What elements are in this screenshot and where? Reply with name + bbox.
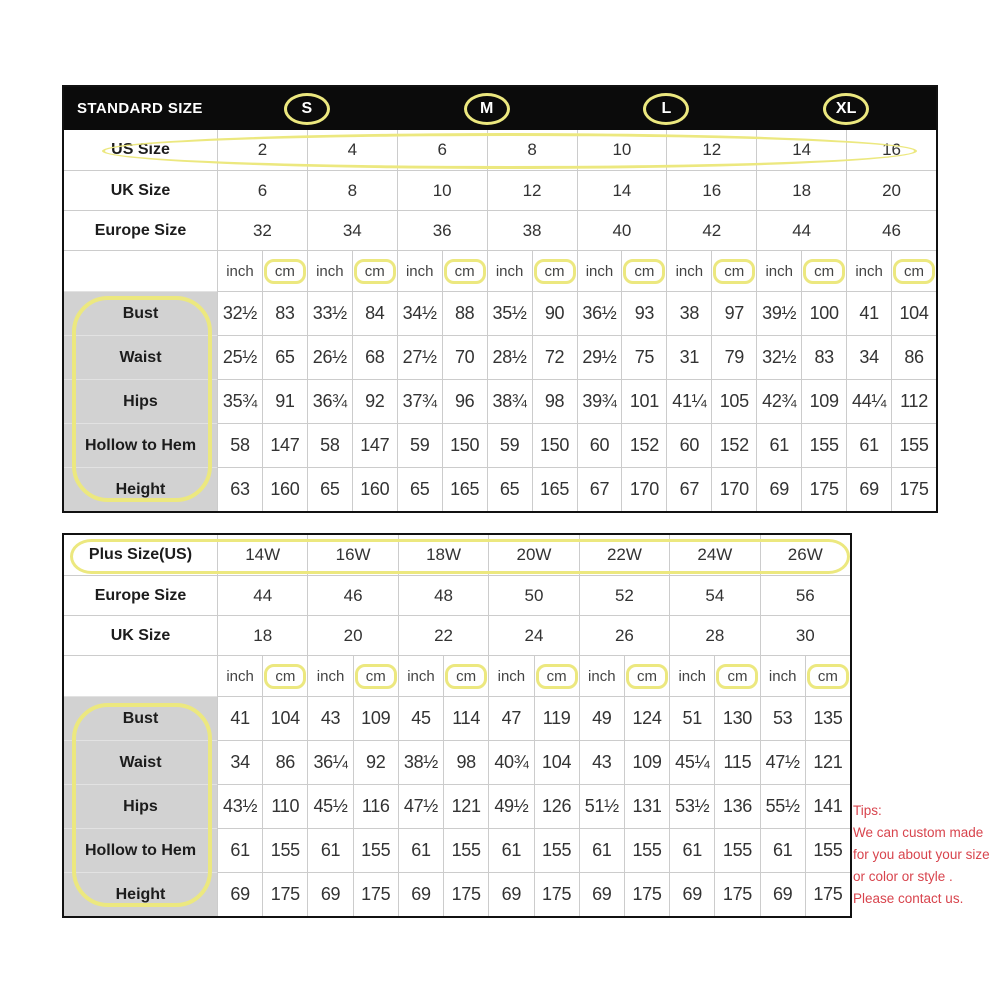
measure-value: 45 [398,696,443,740]
measure-value: 150 [532,423,577,467]
unit-cm-cell [711,250,756,291]
size-value: 18 [217,615,307,655]
cm-highlight-box: cm [534,259,576,284]
measure-label: Bust [64,291,217,335]
measure-value: 41 [846,291,891,335]
size-value: 56 [760,575,850,615]
cm-highlight-box: cm [264,259,306,284]
measure-value: 29½ [577,335,622,379]
size-value: 36 [397,210,487,250]
measure-value: 67 [577,467,622,511]
size-value: 46 [307,575,397,615]
measure-value: 69 [669,872,714,916]
measure-value: 90 [532,291,577,335]
unit-inch-header: inch [398,655,443,696]
measure-value: 155 [353,828,398,872]
unit-cm-cell [352,250,397,291]
standard-size-title: STANDARD SIZE [77,100,203,117]
unit-cm-cell [262,655,307,696]
measure-value: 37¾ [397,379,442,423]
plus-size-table [62,533,852,918]
measure-value: 61 [579,828,624,872]
unit-inch-header: inch [487,250,532,291]
measure-value: 44¼ [846,379,891,423]
cm-highlight-box: cm [893,259,935,284]
measure-value: 69 [756,467,801,511]
measure-value: 61 [760,828,805,872]
measure-value: 79 [711,335,756,379]
size-group-xl-cell [756,93,936,125]
measure-value: 61 [488,828,533,872]
measure-value: 121 [805,740,850,784]
measure-value: 25½ [217,335,262,379]
measure-value: 165 [442,467,487,511]
unit-cm-cell [442,250,487,291]
measure-value: 39¾ [577,379,622,423]
measure-value: 36¼ [307,740,352,784]
size-value: 50 [488,575,578,615]
unit-row-spacer [64,655,217,696]
cm-highlight-box: cm [264,664,306,689]
measure-value: 150 [442,423,487,467]
measure-value: 75 [621,335,666,379]
measure-value: 130 [714,696,759,740]
measure-value: 109 [801,379,846,423]
measure-value: 170 [711,467,756,511]
size-row [64,130,936,170]
measure-value: 32½ [217,291,262,335]
measure-value: 165 [532,467,577,511]
unit-inch-header: inch [846,250,891,291]
size-group-row [217,93,936,125]
size-value: 2 [217,130,307,170]
measure-label: Waist [64,335,217,379]
measure-row [64,828,850,872]
measure-row [64,467,936,511]
measure-label: Hollow to Hem [64,828,217,872]
standard-size-table [62,85,938,513]
size-group-m-cell [397,93,577,125]
size-value: 20W [488,535,578,575]
measure-row [64,784,850,828]
unit-inch-header: inch [760,655,805,696]
measure-value: 41 [217,696,262,740]
measure-value: 49½ [488,784,533,828]
size-value: 8 [307,170,397,210]
measure-row [64,423,936,467]
measure-value: 45¼ [669,740,714,784]
tips-line: for you about your size [853,847,990,862]
measure-value: 55½ [760,784,805,828]
measure-value: 36¾ [307,379,352,423]
measure-value: 53½ [669,784,714,828]
measure-value: 42¾ [756,379,801,423]
measure-value: 100 [801,291,846,335]
measure-value: 67 [666,467,711,511]
size-row-label: Europe Size [64,210,217,250]
measure-value: 114 [443,696,488,740]
unit-cm-cell [353,655,398,696]
measure-value: 72 [532,335,577,379]
measure-value: 69 [760,872,805,916]
standard-size-header-bar [64,87,936,130]
size-row-label: UK Size [64,170,217,210]
measure-value: 40¾ [488,740,533,784]
cm-highlight-box: cm [623,259,665,284]
measure-value: 61 [217,828,262,872]
measure-value: 175 [262,872,307,916]
size-value: 44 [756,210,846,250]
measure-value: 36½ [577,291,622,335]
measure-value: 155 [714,828,759,872]
measure-value: 68 [352,335,397,379]
measure-value: 34 [217,740,262,784]
measure-label: Bust [64,696,217,740]
plus-size-table-body [64,535,850,916]
cm-highlight-box: cm [803,259,845,284]
measure-value: 33½ [307,291,352,335]
size-value: 6 [217,170,307,210]
measure-value: 69 [579,872,624,916]
size-group-m-ellipse: M [464,93,510,125]
measure-value: 69 [307,872,352,916]
measure-value: 84 [352,291,397,335]
size-row [64,575,850,615]
size-value: 14 [756,130,846,170]
unit-inch-header: inch [488,655,533,696]
size-value: 10 [397,170,487,210]
measure-value: 141 [805,784,850,828]
tips-title: Tips: [853,803,882,818]
unit-cm-cell [534,655,579,696]
measure-value: 96 [442,379,487,423]
size-value: 22W [579,535,669,575]
unit-inch-header: inch [577,250,622,291]
cm-highlight-box: cm [354,259,396,284]
standard-size-table-body [64,130,936,511]
measure-value: 47½ [398,784,443,828]
cm-highlight-box: cm [444,259,486,284]
measure-value: 38 [666,291,711,335]
unit-inch-header: inch [669,655,714,696]
measure-value: 91 [262,379,307,423]
unit-inch-header: inch [217,655,262,696]
size-row-label: UK Size [64,615,217,655]
measure-value: 59 [487,423,532,467]
size-value: 14 [577,170,667,210]
measure-value: 155 [805,828,850,872]
size-group-l-ellipse: L [643,93,689,125]
size-value: 12 [666,130,756,170]
measure-value: 147 [262,423,307,467]
measure-value: 98 [532,379,577,423]
measure-value: 155 [262,828,307,872]
size-value: 16W [307,535,397,575]
measure-value: 104 [262,696,307,740]
tips-line: We can custom made [853,825,984,840]
measure-label: Hips [64,784,217,828]
measure-value: 92 [353,740,398,784]
measure-row [64,740,850,784]
size-value: 16 [846,130,936,170]
size-value: 32 [217,210,307,250]
measure-label: Hollow to Hem [64,423,217,467]
measure-value: 47½ [760,740,805,784]
size-row-label: US Size [111,141,170,158]
unit-inch-header: inch [666,250,711,291]
measure-value: 98 [443,740,488,784]
measure-value: 101 [621,379,666,423]
measure-value: 35¾ [217,379,262,423]
measure-row [64,335,936,379]
size-value: 30 [760,615,850,655]
measure-value: 43 [307,696,352,740]
size-value: 20 [846,170,936,210]
measure-value: 175 [891,467,936,511]
measure-value: 155 [624,828,669,872]
measure-value: 49 [579,696,624,740]
cm-highlight-box: cm [445,664,487,689]
size-value: 24 [488,615,578,655]
size-value: 20 [307,615,397,655]
measure-value: 86 [891,335,936,379]
measure-value: 69 [398,872,443,916]
size-value: 28 [669,615,759,655]
measure-value: 35½ [487,291,532,335]
cm-highlight-box: cm [807,664,849,689]
size-value: 18W [398,535,488,575]
measure-value: 175 [443,872,488,916]
measure-value: 135 [805,696,850,740]
measure-value: 175 [714,872,759,916]
measure-value: 170 [621,467,666,511]
measure-row [64,872,850,916]
unit-cm-cell [624,655,669,696]
measure-value: 60 [577,423,622,467]
size-row-label: Plus Size(US) [88,546,193,563]
measure-value: 155 [534,828,579,872]
measure-value: 69 [846,467,891,511]
measure-value: 34 [846,335,891,379]
unit-inch-header: inch [756,250,801,291]
measure-value: 39½ [756,291,801,335]
measure-value: 131 [624,784,669,828]
measure-value: 61 [756,423,801,467]
size-value: 54 [669,575,759,615]
measure-value: 115 [714,740,759,784]
measure-label: Height [64,872,217,916]
measure-value: 38½ [398,740,443,784]
size-value: 26 [579,615,669,655]
measure-value: 121 [443,784,488,828]
measure-value: 109 [353,696,398,740]
measure-value: 88 [442,291,487,335]
measure-value: 51 [669,696,714,740]
measure-row [64,379,936,423]
size-value: 26W [760,535,850,575]
measure-value: 70 [442,335,487,379]
tips-note [853,800,1000,910]
measure-value: 86 [262,740,307,784]
measure-value: 155 [801,423,846,467]
measure-value: 58 [307,423,352,467]
unit-cm-cell [801,250,846,291]
size-value: 16 [666,170,756,210]
measure-value: 61 [398,828,443,872]
size-value: 48 [398,575,488,615]
unit-row [64,655,850,696]
measure-value: 126 [534,784,579,828]
measure-value: 105 [711,379,756,423]
measure-value: 47 [488,696,533,740]
measure-value: 109 [624,740,669,784]
unit-cm-cell [891,250,936,291]
measure-value: 92 [352,379,397,423]
size-value: 12 [487,170,577,210]
size-value: 44 [217,575,307,615]
measure-value: 104 [891,291,936,335]
measure-value: 38¾ [487,379,532,423]
tips-line: Please contact us. [853,891,964,906]
size-value: 24W [669,535,759,575]
measure-value: 61 [307,828,352,872]
unit-inch-header: inch [307,655,352,696]
measure-value: 155 [891,423,936,467]
measure-value: 45½ [307,784,352,828]
measure-value: 110 [262,784,307,828]
measure-value: 34½ [397,291,442,335]
cm-highlight-box: cm [536,664,578,689]
measure-value: 155 [443,828,488,872]
measure-row [64,696,850,740]
size-value: 18 [756,170,846,210]
measure-value: 28½ [487,335,532,379]
measure-value: 83 [262,291,307,335]
measure-value: 93 [621,291,666,335]
unit-cm-cell [532,250,577,291]
tips-line: or color or style . [853,869,953,884]
measure-value: 31 [666,335,711,379]
measure-value: 65 [307,467,352,511]
measure-value: 97 [711,291,756,335]
measure-value: 32½ [756,335,801,379]
unit-cm-cell [805,655,850,696]
size-group-s-cell [217,93,397,125]
measure-value: 43½ [217,784,262,828]
size-value: 22 [398,615,488,655]
measure-value: 152 [711,423,756,467]
size-row-label: Europe Size [64,575,217,615]
measure-value: 41¼ [666,379,711,423]
measure-value: 175 [534,872,579,916]
unit-inch-header: inch [217,250,262,291]
size-value: 8 [487,130,577,170]
measure-value: 61 [669,828,714,872]
unit-inch-header: inch [579,655,624,696]
measure-value: 27½ [397,335,442,379]
measure-value: 43 [579,740,624,784]
measure-value: 51½ [579,784,624,828]
size-value: 40 [577,210,667,250]
unit-row-spacer [64,250,217,291]
size-row [64,535,850,575]
measure-value: 175 [353,872,398,916]
cm-highlight-box: cm [626,664,668,689]
size-value: 52 [579,575,669,615]
size-value: 42 [666,210,756,250]
cm-highlight-box: cm [716,664,758,689]
size-group-s-ellipse: S [284,93,330,125]
size-row [64,615,850,655]
size-value: 38 [487,210,577,250]
size-value: 6 [397,130,487,170]
measure-value: 60 [666,423,711,467]
measure-value: 59 [397,423,442,467]
measure-value: 63 [217,467,262,511]
size-row [64,170,936,210]
size-value: 10 [577,130,667,170]
measure-value: 116 [353,784,398,828]
measure-value: 69 [217,872,262,916]
measure-value: 112 [891,379,936,423]
unit-cm-cell [443,655,488,696]
measure-value: 61 [846,423,891,467]
measure-value: 160 [352,467,397,511]
unit-cm-cell [262,250,307,291]
measure-value: 119 [534,696,579,740]
measure-value: 69 [488,872,533,916]
measure-value: 147 [352,423,397,467]
cm-highlight-box: cm [355,664,397,689]
measure-value: 26½ [307,335,352,379]
measure-value: 65 [487,467,532,511]
size-value: 34 [307,210,397,250]
measure-value: 124 [624,696,669,740]
measure-value: 104 [534,740,579,784]
size-group-l-cell [577,93,757,125]
size-group-xl-ellipse: XL [823,93,869,125]
size-row [64,210,936,250]
measure-value: 136 [714,784,759,828]
cm-highlight-box: cm [713,259,755,284]
unit-row [64,250,936,291]
measure-label: Height [64,467,217,511]
size-value: 46 [846,210,936,250]
unit-cm-cell [621,250,666,291]
measure-value: 160 [262,467,307,511]
measure-value: 58 [217,423,262,467]
measure-row [64,291,936,335]
measure-value: 83 [801,335,846,379]
measure-value: 175 [624,872,669,916]
measure-value: 53 [760,696,805,740]
unit-cm-cell [714,655,759,696]
size-value: 4 [307,130,397,170]
measure-value: 152 [621,423,666,467]
size-value: 14W [217,535,307,575]
measure-label: Waist [64,740,217,784]
measure-value: 65 [262,335,307,379]
unit-inch-header: inch [307,250,352,291]
measure-label: Hips [64,379,217,423]
unit-inch-header: inch [397,250,442,291]
measure-value: 175 [805,872,850,916]
measure-value: 65 [397,467,442,511]
measure-value: 175 [801,467,846,511]
